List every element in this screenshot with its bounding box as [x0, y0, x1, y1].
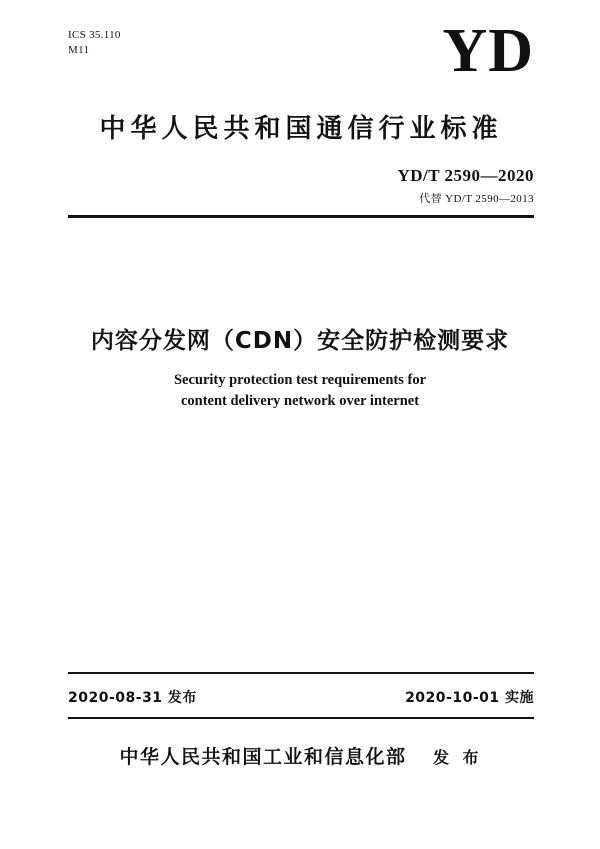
divider-bottom: [68, 672, 534, 674]
document-title-english: [80, 370, 520, 412]
issuer-row: [68, 742, 534, 769]
yd-logo: YD: [442, 17, 534, 85]
standard-replaces-note: 代替 YD/T 2590—2013: [419, 193, 534, 205]
ics-code: ICS 35.110: [68, 29, 121, 41]
classification-code: M11: [68, 44, 90, 56]
document-title-english-line2: content delivery network over internet: [180, 393, 420, 409]
document-title-chinese: 内容分发网（CDN）安全防护检测要求: [90, 328, 510, 354]
divider-issuer: [68, 717, 534, 719]
divider-top: [68, 215, 534, 218]
standard-number: YD/T 2590—2020: [397, 166, 534, 185]
issuer-name: 中华人民共和国工业和信息化部: [119, 746, 407, 768]
document-title-english-line1: Security protection test requirements for: [173, 372, 427, 388]
issue-date: 2020-08-31 发布: [68, 690, 197, 706]
standard-series-title: 中华人民共和国通信行业标准: [99, 114, 503, 144]
issuer-action: 发 布: [432, 748, 483, 767]
effective-date: 2020-10-01 实施: [405, 690, 534, 706]
ics-classification-block: [68, 28, 121, 58]
